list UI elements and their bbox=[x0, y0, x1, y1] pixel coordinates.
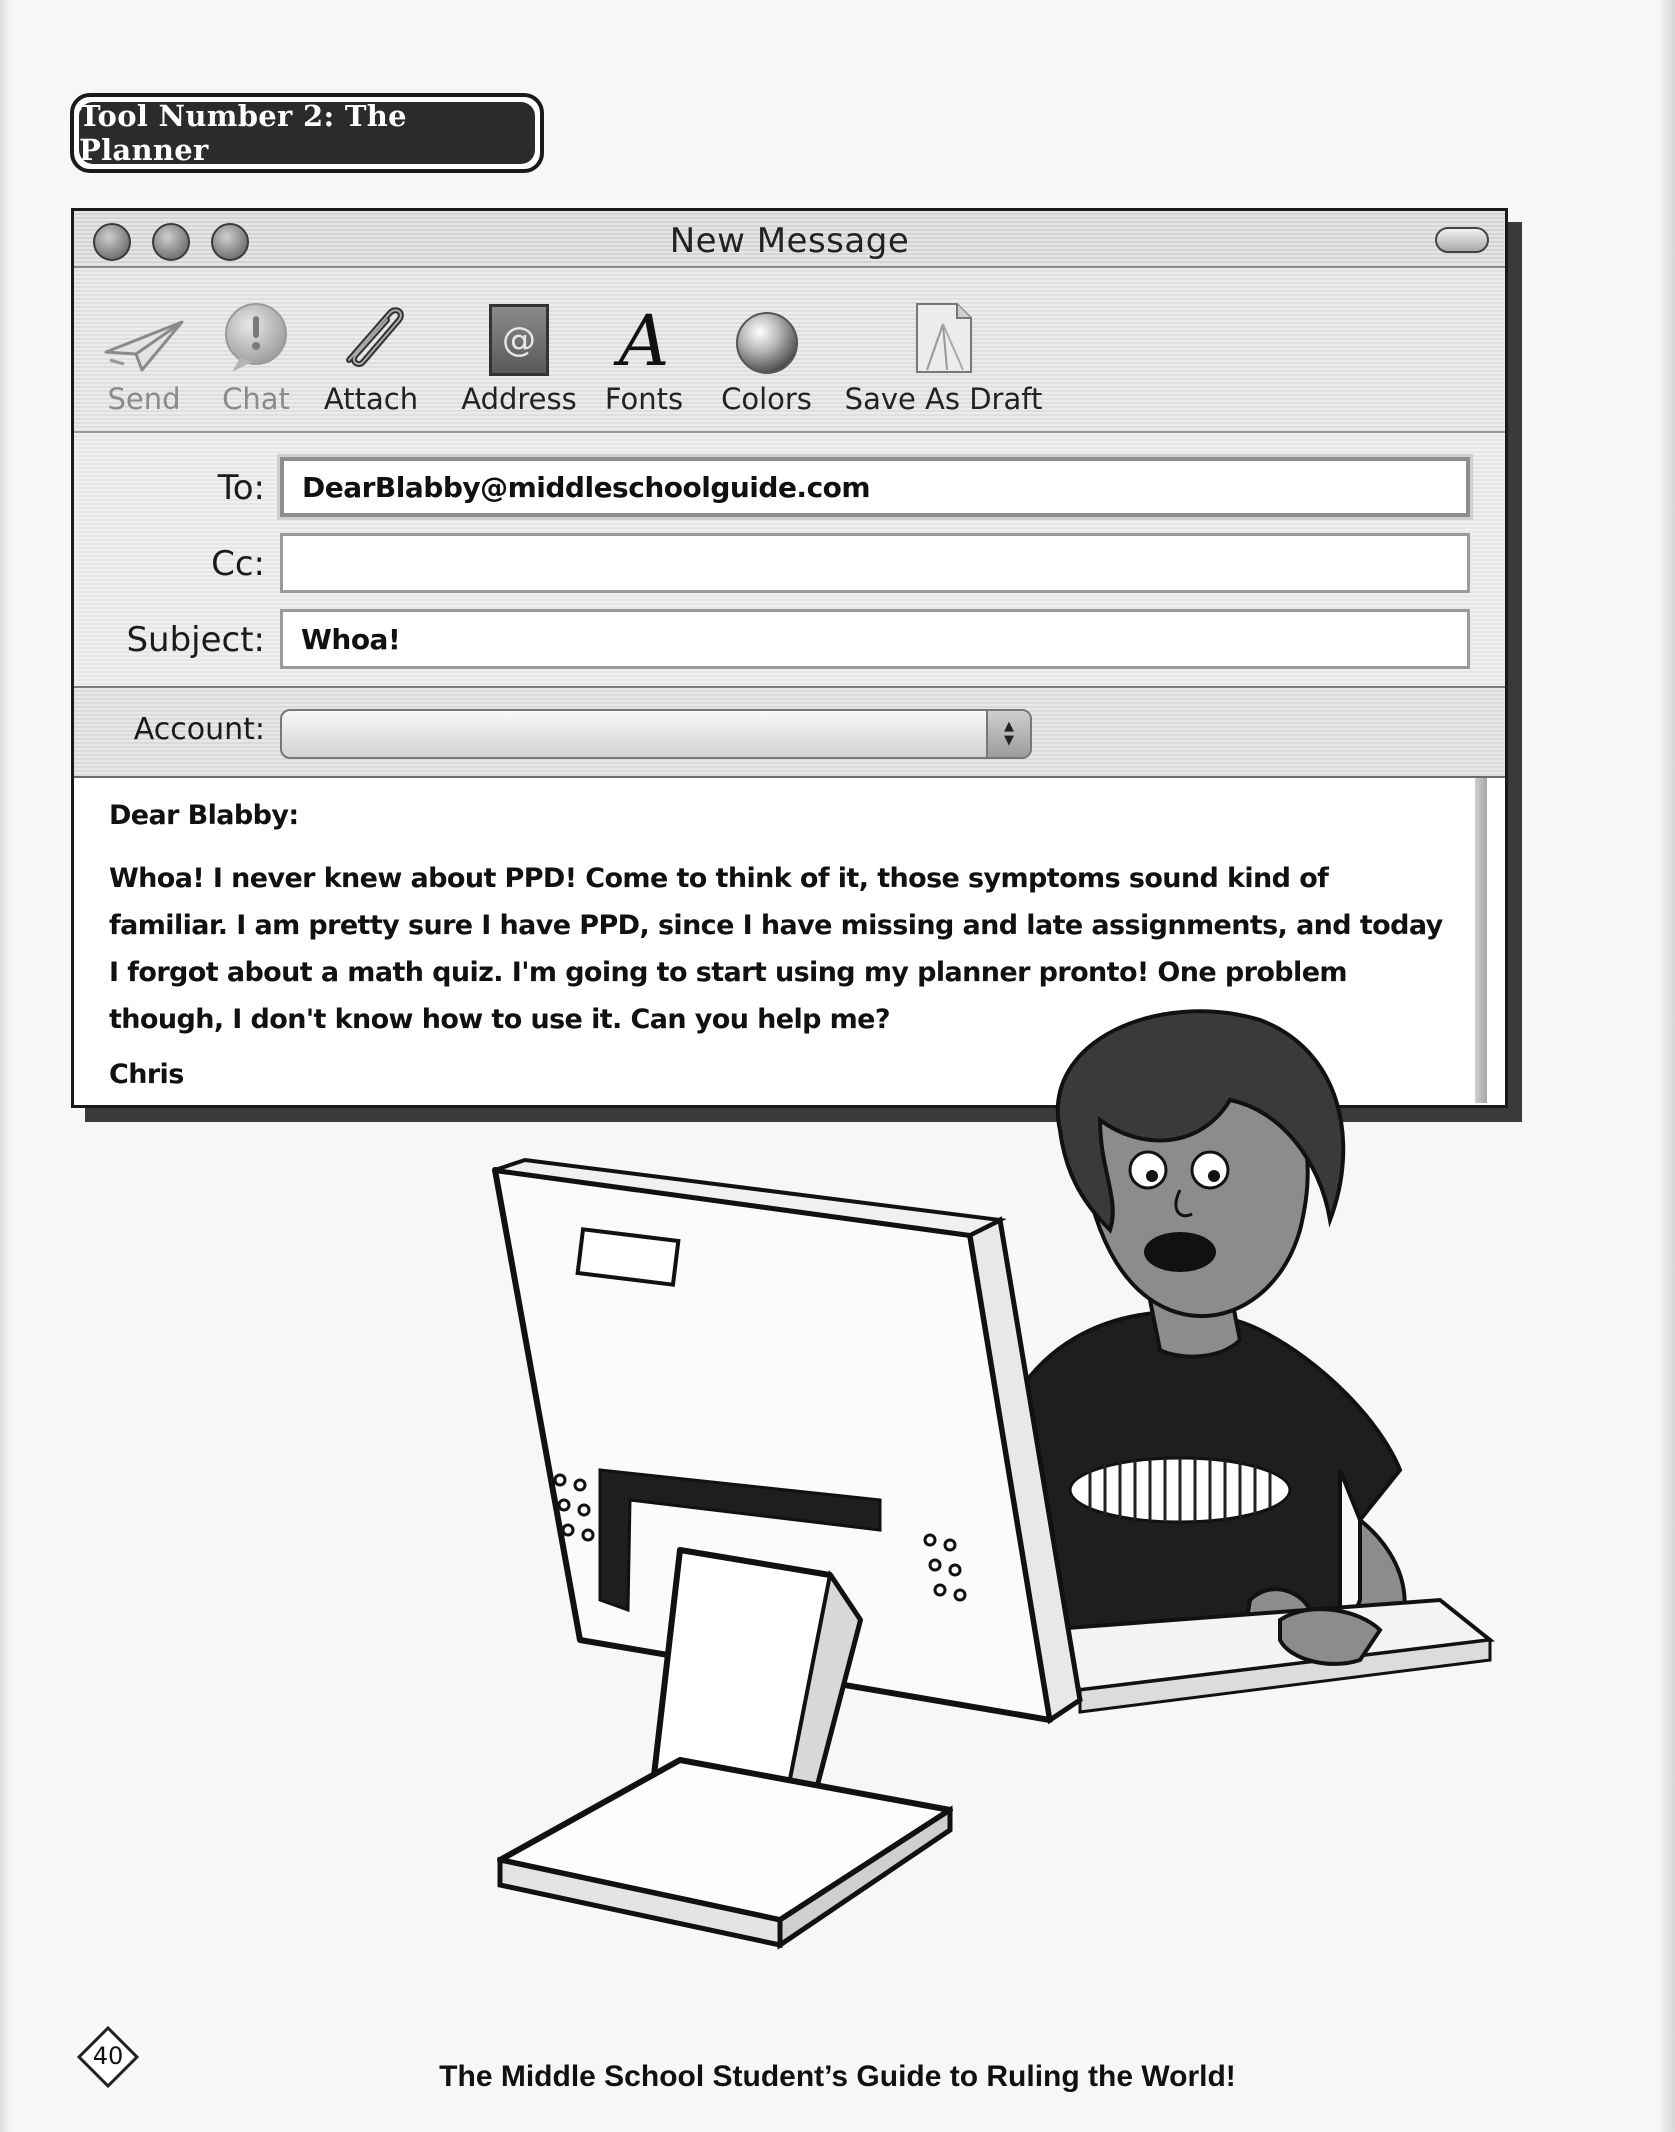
account-label: Account: bbox=[133, 712, 265, 747]
attach-button[interactable] bbox=[306, 290, 436, 416]
attach-label: Attach bbox=[323, 382, 419, 416]
chat-label: Chat bbox=[222, 382, 290, 416]
fonts-button[interactable] bbox=[584, 290, 704, 416]
to-field[interactable]: DearBlabby@middleschoolguide.com bbox=[280, 457, 1470, 517]
chat-button[interactable] bbox=[201, 290, 311, 416]
paper-airplane-icon bbox=[102, 316, 186, 376]
fonts-label: Fonts bbox=[604, 382, 684, 416]
save-as-draft-button[interactable] bbox=[826, 290, 1061, 416]
paperclip-icon bbox=[331, 296, 411, 376]
colors-label: Colors bbox=[721, 382, 812, 416]
address-fields bbox=[74, 433, 1505, 688]
up-down-arrows-icon: ▲ ▼ bbox=[986, 711, 1030, 757]
subject-label: Subject: bbox=[126, 620, 265, 660]
toolbar bbox=[74, 268, 1505, 433]
to-label: To: bbox=[217, 468, 265, 508]
toolbar-toggle-button[interactable] bbox=[1435, 227, 1489, 253]
message-greeting: Dear Blabby: bbox=[109, 800, 299, 831]
draft-document-icon bbox=[913, 300, 975, 376]
page-number: 40 bbox=[92, 2042, 124, 2070]
message-paragraph: Whoa! I never knew about PPD! Come to think of it, those symptoms sound kind of familiar. I am pretty sure I have PPD, since I have missing and late assignments, and today I forgot about a math quiz. I'm going to start using my planner pronto! One problem though, I don't know how to use it. Can you help me? bbox=[109, 863, 1443, 1035]
at-sign-glyph: @ bbox=[502, 320, 536, 360]
address-book-icon bbox=[489, 304, 549, 376]
cc-field[interactable] bbox=[280, 533, 1470, 593]
window-title: New Message bbox=[669, 221, 910, 261]
account-row bbox=[74, 688, 1505, 778]
section-tab bbox=[70, 93, 544, 173]
book-title-footer: The Middle School Student’s Guide to Ruling the World! bbox=[439, 2060, 1236, 2093]
send-label: Send bbox=[107, 382, 181, 416]
title-bar[interactable] bbox=[74, 211, 1505, 268]
account-select[interactable] bbox=[280, 709, 1032, 759]
color-sphere-icon bbox=[734, 310, 800, 376]
chat-bubble-icon bbox=[218, 300, 294, 376]
cc-label: Cc: bbox=[211, 544, 265, 584]
subject-field[interactable]: Whoa! bbox=[280, 609, 1470, 669]
font-letter-icon: A bbox=[618, 300, 670, 382]
address-button[interactable] bbox=[439, 290, 599, 416]
colors-button[interactable] bbox=[699, 290, 834, 416]
boy-at-computer-illustration bbox=[480, 1000, 1530, 1990]
page-edge-left bbox=[0, 0, 10, 2132]
message-signature: Chris bbox=[109, 1059, 184, 1090]
page-edge-right bbox=[1661, 0, 1675, 2132]
mail-compose-window bbox=[71, 208, 1508, 1108]
address-label: Address bbox=[461, 382, 577, 416]
section-tab-label: Tool Number 2: The Planner bbox=[79, 102, 535, 164]
save-as-draft-label: Save As Draft bbox=[844, 382, 1043, 416]
send-button[interactable] bbox=[94, 290, 194, 416]
